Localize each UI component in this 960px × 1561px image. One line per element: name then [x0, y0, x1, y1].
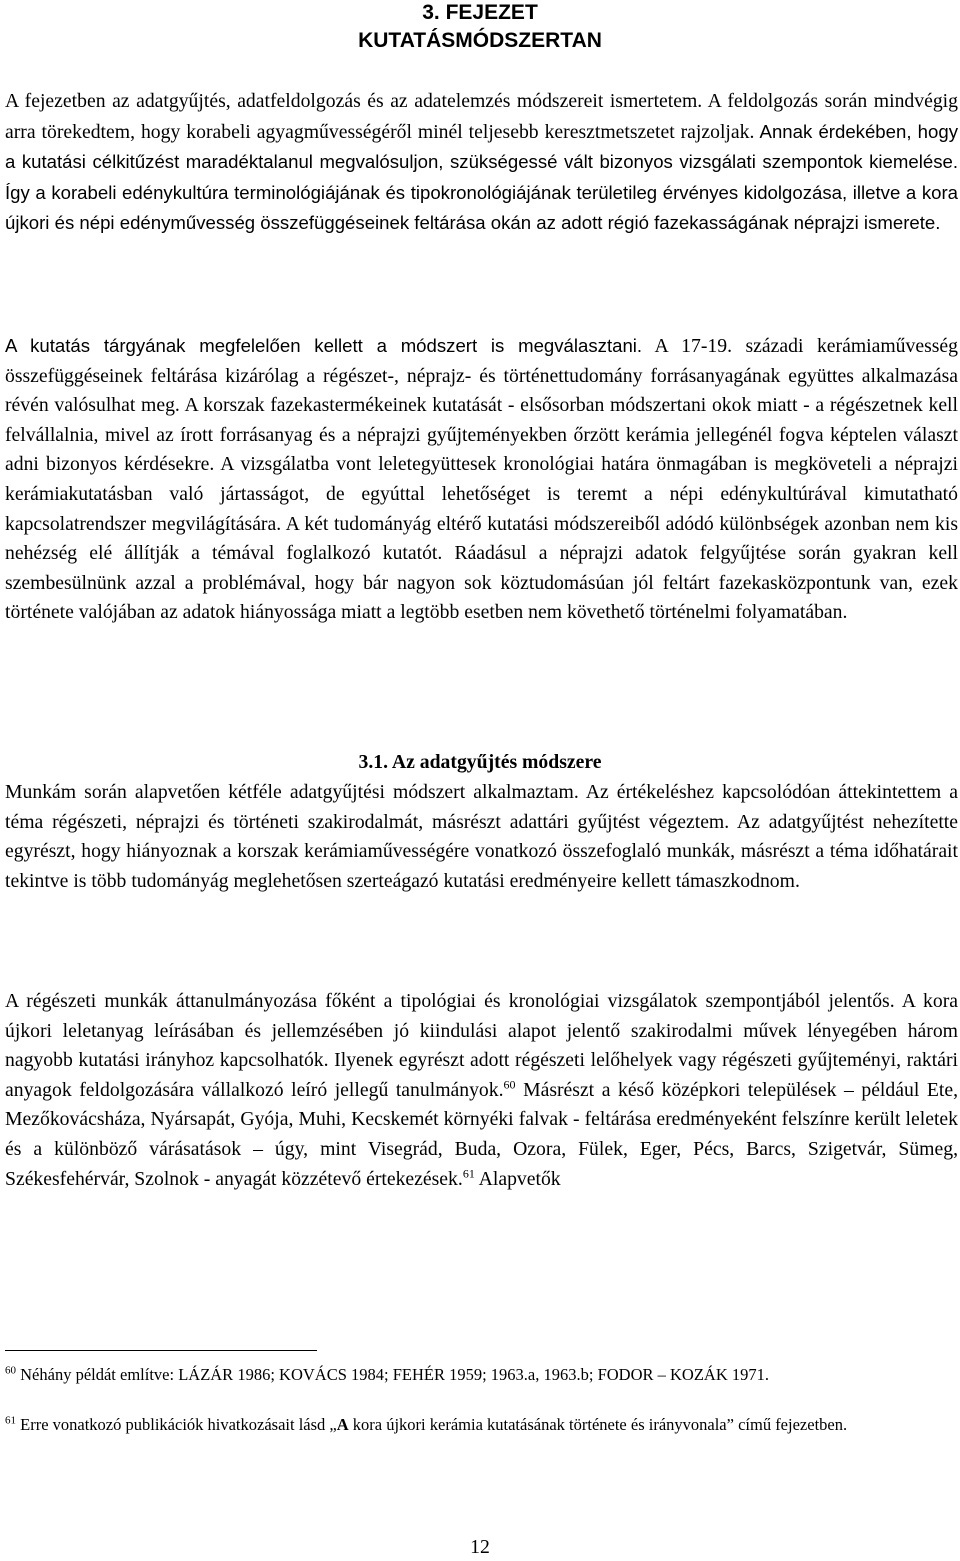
- paragraph-intro: [5, 87, 958, 239]
- paragraph-method-part1: A kutatás tárgyának megfelelően kellett a módszert is megválasztani.: [5, 335, 643, 356]
- paragraph-method-part2: A 17-19. századi kerámiaművesség összefüggéseinek feltárása kizárólag a régészet-, néprajz- és történettudomány forrásanyagának együttes alkalmazása révén valósulhat meg.: [5, 335, 958, 417]
- footnote-divider: [5, 1350, 317, 1351]
- footnote-61-text-part1: Erre vonatkozó publikációk hivatkozásait lásd „: [16, 1415, 337, 1434]
- footnote-61-number: 61: [5, 1414, 16, 1427]
- footnote-61-text-part2: kora újkori kerámia kutatásának története és irányvonala” című fejezetben.: [348, 1415, 848, 1434]
- footnote-60-text: Néhány példát említve: LÁZÁR 1986; KOVÁCS 1984; FEHÉR 1959; 1963.a, 1963.b; FODOR – KOZÁK 1971.: [16, 1365, 769, 1384]
- paragraph-data-collection: Munkám során alapvetően kétféle adatgyűjtési módszert alkalmaztam. Az értékeléshez kapcsolódóan áttekintettem a téma régészeti, néprajzi és történeti szakirodalmát, másrészt adattári gyűjtést végeztem. Az adatgyűjtést nehezítette egyrészt, hogy hiányoznak a korszak kerámiaművességére vonatkozó összefoglaló munkák, másrészt a téma időhatárait tekintve is több tudományág meglehetősen szerteágazó kutatási eredményeire kellett támaszkodnom.: [5, 781, 958, 892]
- section-heading: [0, 748, 960, 776]
- paragraph-intro-part1: A fejezetben az adatgyűjtés, adatfeldolgozás és az adatelemzés módszereit ismertetem. A feldolgozás során mindvégig arra törekedtem, hogy korabeli agyagművességéről minél teljesebb keresztmetszetet rajzoljak.: [5, 90, 958, 143]
- paragraph-archaeology-part3: Alapvetők: [474, 1167, 561, 1190]
- paragraph-archaeology-part2: Másrészt a késő középkori települések – például Ete, Mezőkovácsháza, Nyársapát, Gyója, Muhi, Kecskemét környéki falvak - feltárása eredményeként felszínre került leletek és a különböző várásatások – úgy, mint Visegrád, Buda, Ozora, Fülek, Eger, Pécs, Barcs, Szigetvár, Sümeg, Székesfehérvár, Szolnok - anyagát közzétevő értekezések.: [5, 1078, 958, 1190]
- footnote-ref-60[interactable]: 60: [503, 1077, 516, 1092]
- page-number: 12: [470, 1536, 490, 1558]
- section-title: Az adatgyűjtés módszere: [388, 751, 602, 773]
- paragraph-archaeology: [5, 987, 958, 1194]
- footnote-60: [5, 1362, 895, 1387]
- paragraph-method-part3: A korszak fazekastermékeinek kutatását - elsősorban módszertani okok miatt - a régészetnek kell felvállalnia, mivel az írott forrásanyag és a néprajzi gyűjteményekben őrzött kerámia jellegénél fogva képtelen választ adni bizonyos kérdésekre. A vizsgálatba vont leletegyüttesek kronológiai határa önmagában is megköveteli a néprajzi kerámiakutatásban való jártasságot, de egyúttal lehetőséget is teremt a népi edénykultúrával kimutatható kapcsolatrendszer megvilágítására. A két tudományág eltérő kutatási módszereiből adódó különbségek azonban nem kis nehézség elé állítják a témával foglalkozó kutatót. Ráadásul a néprajzi adatok felgyűjtése során gyakran kell szembesülnünk azzal a problémával, hogy bár nagyon sok köztudomásúan jól feltárt fazekasközpontunk van, ezek története valójában az adatok hiányossága miatt a legtöbb esetben nem követhető történelmi folyamatában.: [5, 394, 958, 624]
- footnote-ref-61[interactable]: 61: [462, 1166, 475, 1180]
- section-number: 3.1.: [358, 751, 389, 773]
- chapter-number: 3. FEJEZET: [422, 1, 538, 24]
- paragraph-method: [5, 331, 958, 628]
- paragraph-intro-part2: Annak érdekében, hogy a kutatási célkitűzést maradéktalanul megvalósuljon, szükségessé vált bizonyos vizsgálati szempontok kiemelése. Így a korabeli edénykultúra terminológiájának és tipokronológiájának területileg érvényes kidolgozása, illetve a kora újkori és népi edényművesség összefüggéseinek feltárása okán az adott régió fazekasságának néprajzi ismerete.: [5, 120, 958, 234]
- paragraph-archaeology-part1: A régészeti munkák áttanulmányozása főként a tipológiai és kronológiai vizsgálatok szempontjából jelentős. A kora újkori leletanyag leírásában és jellemzésében jó kiindulási alapot jelentő szakirodalmi művek lényegében három nagyobb kutatási irányhoz kapcsolhatók. Ilyenek egyrészt adott régészeti lelőhelyek vagy régészeti gyűjteményi, raktári anyagok feldolgozására vállalkozó leíró jellegű tanulmányok.: [5, 990, 958, 1101]
- footnote-60-number: 60: [5, 1364, 16, 1377]
- chapter-title: KUTATÁSMÓDSZERTAN: [358, 29, 602, 52]
- footnote-61: [5, 1412, 895, 1437]
- footnote-61-bold: A: [336, 1415, 349, 1434]
